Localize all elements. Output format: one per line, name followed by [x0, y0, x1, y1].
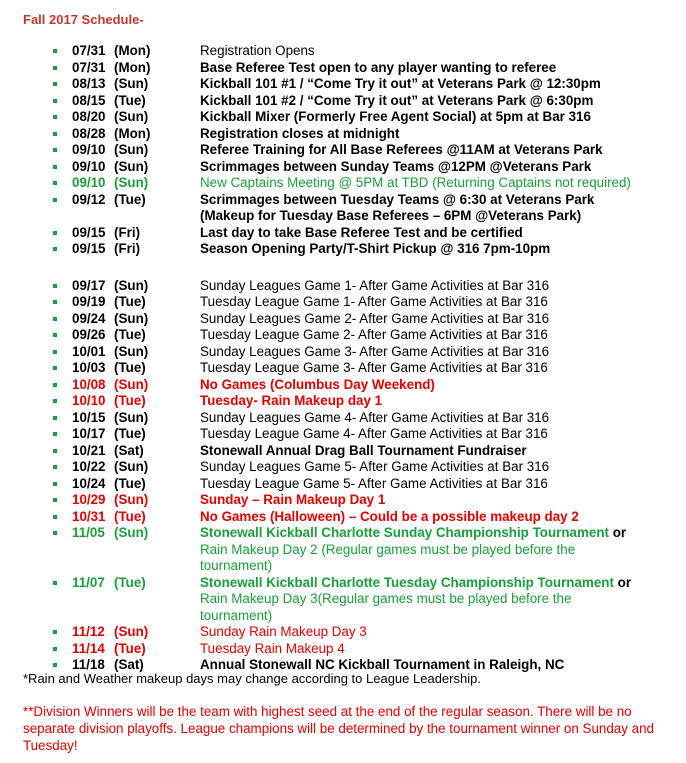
schedule-row	[0, 426, 686, 443]
event-text: Sunday Leagues Game 3- After Game Activities at Bar 316	[200, 343, 550, 359]
event-day: (Tue)	[114, 426, 146, 441]
schedule-row	[0, 225, 686, 242]
bullet-square-icon	[53, 432, 57, 436]
event-date: 09/10	[72, 175, 106, 190]
bullet-square-icon	[53, 148, 57, 152]
event-description	[200, 126, 399, 143]
bullet-square-icon	[53, 531, 57, 535]
event-text: Base Referee Test open to any player wanting to referee	[200, 59, 557, 75]
event-description	[200, 278, 549, 295]
event-date: 08/28	[72, 125, 106, 141]
page-title: Fall 2017 Schedule-	[23, 12, 144, 27]
bullet-square-icon	[53, 465, 57, 469]
event-text: Sunday Leagues Game 2- After Game Activities at Bar 316	[200, 310, 550, 326]
bullet-square-icon	[53, 317, 57, 321]
bullet-square-icon	[53, 647, 57, 651]
event-date: 08/20	[72, 109, 106, 124]
event-description	[200, 393, 382, 410]
event-text: Sunday Leagues Game 1- After Game Activities at Bar 316	[200, 277, 550, 293]
event-description	[200, 60, 556, 77]
event-date: 11/18	[72, 657, 105, 672]
event-day: (Sun)	[114, 409, 149, 425]
event-text: Tuesday League Game 1- After Game Activities at Bar 316	[200, 294, 548, 309]
event-text: Stonewall Kickball Charlotte Sunday Championship Tournament	[200, 525, 609, 540]
bullet-square-icon	[53, 416, 57, 420]
event-text: Annual Stonewall NC Kickball Tournament in Raleigh, NC	[200, 657, 565, 672]
schedule-row	[0, 294, 686, 311]
event-text: tournament)	[200, 558, 273, 573]
event-date: 09/15	[72, 241, 106, 256]
schedule-row	[0, 60, 686, 77]
schedule-row	[0, 410, 686, 427]
bullet-square-icon	[53, 482, 57, 486]
event-description	[200, 624, 367, 641]
event-description	[200, 377, 435, 394]
event-date: 09/10	[72, 158, 106, 174]
event-description	[200, 608, 272, 625]
event-description	[200, 410, 549, 427]
schedule-row	[0, 43, 686, 60]
event-text: Scrimmages between Tuesday Teams @ 6:30 at Veterans Park	[200, 191, 595, 207]
event-text: Tuesday League Game 2- After Game Activities at Bar 316	[200, 327, 548, 342]
event-day: (Sun)	[114, 158, 149, 174]
event-day: (Tue)	[114, 92, 146, 108]
event-description	[200, 542, 575, 559]
event-date: 09/24	[72, 310, 106, 326]
event-text: (Makeup for Tuesday Base Referees – 6PM @Veterans Park)	[200, 208, 582, 223]
bullet-square-icon	[53, 333, 57, 337]
event-date: 11/14	[72, 640, 105, 656]
event-text: Registration Opens	[200, 43, 315, 58]
event-description	[200, 344, 549, 361]
schedule-row	[0, 109, 686, 126]
schedule-row	[0, 624, 686, 641]
schedule-row	[0, 241, 686, 258]
bullet-square-icon	[53, 66, 57, 70]
event-date: 10/01	[72, 343, 106, 359]
bullet-square-icon	[53, 247, 57, 251]
schedule-row	[0, 525, 686, 542]
event-text: Registration closes at midnight	[200, 125, 400, 141]
event-day: (Mon)	[114, 43, 151, 58]
event-day: (Sun)	[114, 175, 149, 190]
event-description	[200, 208, 581, 225]
event-suffix: or	[608, 525, 627, 540]
event-text: Tuesday League Game 4- After Game Activities at Bar 316	[200, 426, 548, 441]
event-date: 09/26	[72, 327, 106, 342]
event-description	[200, 443, 527, 460]
bullet-square-icon	[53, 115, 57, 119]
event-date: 07/31	[72, 43, 106, 58]
event-text: Sunday Rain Makeup Day 3	[200, 624, 367, 639]
event-day: (Tue)	[114, 508, 146, 524]
bullet-square-icon	[53, 449, 57, 453]
event-description	[200, 492, 385, 509]
event-date: 09/17	[72, 277, 106, 293]
event-text: Tuesday- Rain Makeup day 1	[200, 393, 383, 408]
event-description	[200, 558, 272, 575]
bullet-square-icon	[53, 49, 57, 53]
bullet-square-icon	[53, 99, 57, 103]
event-day: (Sun)	[114, 624, 149, 639]
schedule-row	[0, 76, 686, 93]
event-date: 09/19	[72, 294, 106, 309]
event-date: 08/13	[72, 76, 106, 91]
schedule-spacer	[0, 258, 686, 278]
event-text: Kickball 101 #2 / “Come Try it out” at Veterans Park @ 6:30pm	[200, 92, 594, 108]
event-description	[200, 591, 571, 608]
bullet-square-icon	[53, 383, 57, 387]
schedule-list	[0, 43, 686, 674]
event-day: (Sun)	[114, 376, 149, 392]
event-suffix: or	[613, 574, 632, 590]
event-text: No Games (Halloween) – Could be a possible makeup day 2	[200, 508, 579, 524]
event-text: Sunday Leagues Game 4- After Game Activities at Bar 316	[200, 409, 550, 425]
bullet-square-icon	[53, 165, 57, 169]
event-day: (Tue)	[114, 360, 146, 375]
event-text: Kickball Mixer (Formerly Free Agent Social) at 5pm at Bar 316	[200, 109, 591, 124]
event-text: Sunday Leagues Game 5- After Game Activities at Bar 316	[200, 459, 550, 474]
event-date: 08/15	[72, 92, 106, 108]
weather-note: *Rain and Weather makeup days may change according to League Leadership.	[23, 671, 481, 686]
schedule-row	[0, 608, 686, 625]
event-date: 10/22	[72, 459, 106, 474]
event-description	[200, 159, 591, 176]
schedule-row	[0, 393, 686, 410]
event-text: Scrimmages between Sunday Teams @12PM @Veterans Park	[200, 158, 592, 174]
event-description	[200, 360, 548, 377]
schedule-row	[0, 575, 686, 592]
event-date: 09/12	[72, 191, 106, 207]
event-text: Last day to take Base Referee Test and be certified	[200, 224, 523, 240]
bullet-square-icon	[53, 350, 57, 354]
schedule-row	[0, 278, 686, 295]
event-description	[200, 43, 315, 60]
schedule-row	[0, 542, 686, 559]
event-description	[200, 93, 593, 110]
bullet-square-icon	[53, 515, 57, 519]
schedule-row	[0, 377, 686, 394]
schedule-row	[0, 159, 686, 176]
event-date: 10/24	[72, 475, 106, 491]
schedule-row	[0, 192, 686, 209]
event-description	[200, 142, 603, 159]
event-day: (Sat)	[114, 442, 144, 458]
bullet-square-icon	[53, 399, 57, 403]
event-text: Rain Makeup Day 3(Regular games must be played before the	[200, 591, 572, 606]
event-day: (Sun)	[114, 109, 149, 124]
event-text: Referee Training for All Base Referees @11AM at Veterans Park	[200, 142, 603, 157]
event-description	[200, 459, 549, 476]
event-text: Sunday – Rain Makeup Day 1	[200, 492, 386, 507]
event-day: (Tue)	[114, 475, 146, 491]
event-description	[200, 525, 626, 542]
event-date: 10/29	[72, 492, 106, 507]
event-date: 10/31	[72, 508, 106, 524]
event-day: (Sun)	[114, 76, 149, 91]
event-description	[200, 241, 550, 258]
bullet-square-icon	[53, 498, 57, 502]
event-day: (Fri)	[114, 224, 141, 240]
event-text: Tuesday League Game 3- After Game Activities at Bar 316	[200, 360, 548, 375]
bullet-square-icon	[53, 82, 57, 86]
event-date: 10/15	[72, 409, 106, 425]
bullet-square-icon	[53, 198, 57, 202]
event-day: (Tue)	[114, 640, 146, 656]
schedule-row	[0, 591, 686, 608]
event-date: 09/10	[72, 142, 106, 157]
event-day: (Sat)	[114, 657, 144, 672]
event-text: Kickball 101 #1 / “Come Try it out” at Veterans Park @ 12:30pm	[200, 76, 601, 91]
schedule-row	[0, 509, 686, 526]
schedule-row	[0, 93, 686, 110]
event-day: (Tue)	[114, 393, 146, 408]
event-date: 11/05	[72, 525, 105, 540]
event-description	[200, 327, 548, 344]
event-day: (Mon)	[114, 59, 151, 75]
event-description	[200, 192, 594, 209]
schedule-row	[0, 360, 686, 377]
event-day: (Sun)	[114, 459, 149, 474]
event-description	[200, 575, 631, 592]
schedule-row	[0, 327, 686, 344]
event-text: Tuesday Rain Makeup 4	[200, 640, 345, 656]
event-day: (Sun)	[114, 343, 149, 359]
event-description	[200, 175, 631, 192]
event-day: (Sun)	[114, 525, 149, 540]
event-day: (Sun)	[114, 142, 149, 157]
event-day: (Tue)	[114, 191, 146, 207]
bullet-square-icon	[53, 181, 57, 185]
event-text: Season Opening Party/T-Shirt Pickup @ 316 7pm-10pm	[200, 241, 551, 256]
bullet-square-icon	[53, 132, 57, 136]
schedule-row	[0, 175, 686, 192]
event-date: 11/07	[72, 574, 105, 590]
event-description	[200, 311, 549, 328]
event-text: tournament)	[200, 607, 273, 623]
event-day: (Mon)	[114, 125, 151, 141]
event-description	[200, 476, 548, 493]
event-description	[200, 109, 591, 126]
event-day: (Tue)	[114, 294, 146, 309]
event-text: Stonewall Annual Drag Ball Tournament Fundraiser	[200, 442, 527, 458]
bullet-square-icon	[53, 366, 57, 370]
division-note: **Division Winners will be the team with highest seed at the end of the regular season. There will be no separate division playoffs. League champions will be determined by the tournament winner on Sunday and Tuesday!	[23, 704, 654, 753]
event-description	[200, 76, 601, 93]
event-text: Stonewall Kickball Charlotte Tuesday Championship Tournament	[200, 574, 614, 590]
event-date: 07/31	[72, 59, 106, 75]
event-day: (Sun)	[114, 310, 149, 326]
schedule-row	[0, 492, 686, 509]
bullet-square-icon	[53, 284, 57, 288]
event-day: (Tue)	[114, 327, 146, 342]
event-date: 10/08	[72, 376, 106, 392]
schedule-row	[0, 344, 686, 361]
bullet-square-icon	[53, 300, 57, 304]
event-date: 09/15	[72, 224, 106, 240]
schedule-row	[0, 311, 686, 328]
schedule-row	[0, 558, 686, 575]
event-day: (Tue)	[114, 574, 146, 590]
schedule-row	[0, 208, 686, 225]
event-description	[200, 509, 579, 526]
event-date: 10/03	[72, 360, 106, 375]
schedule-row	[0, 459, 686, 476]
event-text: New Captains Meeting @ 5PM at TBD (Returning Captains not required)	[200, 175, 631, 190]
event-text: Tuesday League Game 5- After Game Activities at Bar 316	[200, 475, 548, 491]
event-description	[200, 294, 548, 311]
schedule-row	[0, 126, 686, 143]
schedule-row	[0, 443, 686, 460]
schedule-row	[0, 476, 686, 493]
event-day: (Fri)	[114, 241, 141, 256]
bullet-square-icon	[53, 581, 57, 585]
event-description	[200, 426, 548, 443]
schedule-row	[0, 641, 686, 658]
event-description	[200, 225, 523, 242]
event-day: (Sun)	[114, 492, 149, 507]
bullet-square-icon	[53, 630, 57, 634]
event-date: 10/21	[72, 442, 106, 458]
event-date: 10/10	[72, 393, 106, 408]
schedule-row	[0, 142, 686, 159]
event-day: (Sun)	[114, 277, 149, 293]
event-text: No Games (Columbus Day Weekend)	[200, 376, 435, 392]
event-text: Rain Makeup Day 2 (Regular games must be played before the	[200, 541, 576, 557]
bullet-square-icon	[53, 231, 57, 235]
event-date: 11/12	[72, 624, 105, 639]
bullet-square-icon	[53, 663, 57, 667]
event-description	[200, 641, 345, 658]
event-date: 10/17	[72, 426, 106, 441]
